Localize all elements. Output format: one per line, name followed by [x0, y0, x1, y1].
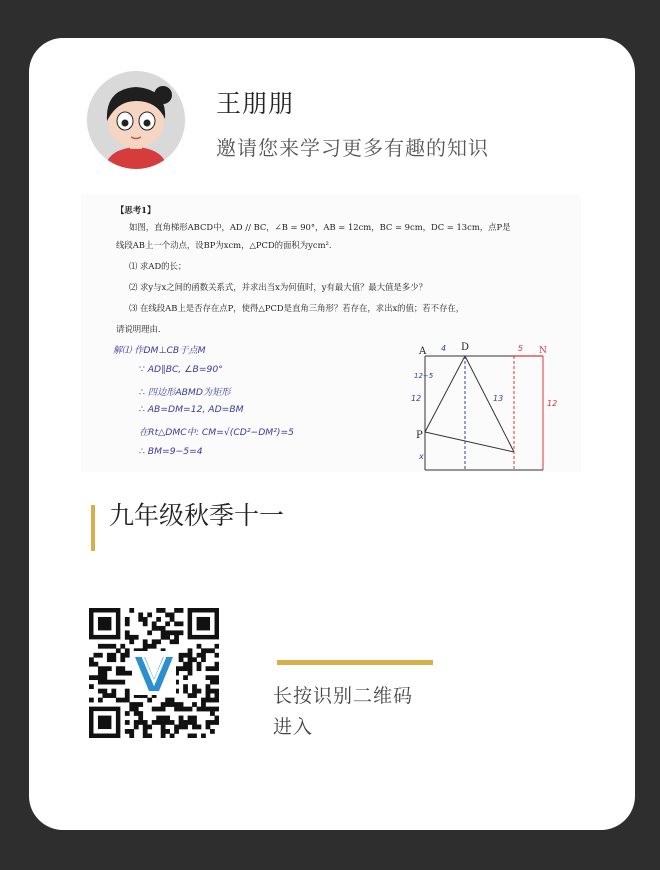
avatar [87, 71, 185, 169]
share-card [29, 38, 635, 830]
cta-enter-text: 进入 [273, 716, 314, 738]
problem-question-3b: 请说明理由. [116, 324, 161, 334]
qr-code[interactable] [89, 608, 219, 738]
cta-scan-text: 长按识别二维码 [273, 685, 414, 707]
problem-line-1: 如图，直角梯形ABCD中，AD // BC，∠B = 90°，AB = 12cm，BC = 9cm，DC = 13cm，点P是 [129, 222, 511, 232]
problem-image [81, 194, 581, 472]
figure-label-n: N [539, 346, 547, 356]
figure-label-a: A [419, 346, 427, 357]
v-logo-icon [132, 651, 176, 695]
figure-length-12-left: 12 [411, 394, 422, 403]
handwriting-line-2: ∵ AD∥BC, ∠B=90° [139, 364, 223, 375]
trapezoid-figure [411, 344, 561, 472]
handwriting-line-1: 解⑴ 作DM⊥CB于点M [113, 345, 206, 356]
title-accent-bar [91, 505, 95, 551]
figure-length-12-minus-5: 12−5 [414, 372, 434, 380]
problem-question-3: ⑶ 在线段AB上是否存在点P，使得△PCD是直角三角形？若存在，求出x的值；若不存在， [129, 303, 465, 313]
figure-label-p: P [416, 430, 423, 441]
course-title: 九年级秋季十一 [109, 501, 285, 530]
problem-question-2: ⑵ 求y与x之间的函数关系式，并求出当x为何值时，y有最大值？最大值是多少？ [129, 282, 427, 292]
handwriting-line-6: ∴ BM=9−5=4 [139, 446, 203, 457]
qr-logo [132, 651, 176, 695]
problem-heading: 【思考1】 [116, 205, 156, 215]
handwriting-line-3: ∴ 四边形ABMD为矩形 [139, 387, 231, 398]
handwriting-line-4: ∴ AB=DM=12, AD=BM [139, 404, 244, 415]
figure-length-13: 13 [493, 394, 504, 403]
user-name: 王朋朋 [216, 89, 295, 118]
problem-line-2: 线段AB上一个动点，设BP为xcm，△PCD的面积为ycm². [116, 240, 332, 250]
invite-text: 邀请您来学习更多有趣的知识 [216, 136, 489, 160]
problem-question-1: ⑴ 求AD的长； [129, 261, 187, 271]
figure-length-12-right: 12 [547, 399, 558, 408]
figure-length-x: x [419, 452, 424, 461]
figure-label-d: D [461, 342, 470, 353]
figure-length-5: 5 [518, 344, 524, 353]
cartoon-avatar-icon [87, 71, 185, 169]
cta-divider [277, 660, 433, 665]
figure-length-4: 4 [441, 344, 447, 353]
handwriting-line-5: 在Rt△DMC中: CM=√(CD²−DM²)=5 [139, 427, 295, 438]
